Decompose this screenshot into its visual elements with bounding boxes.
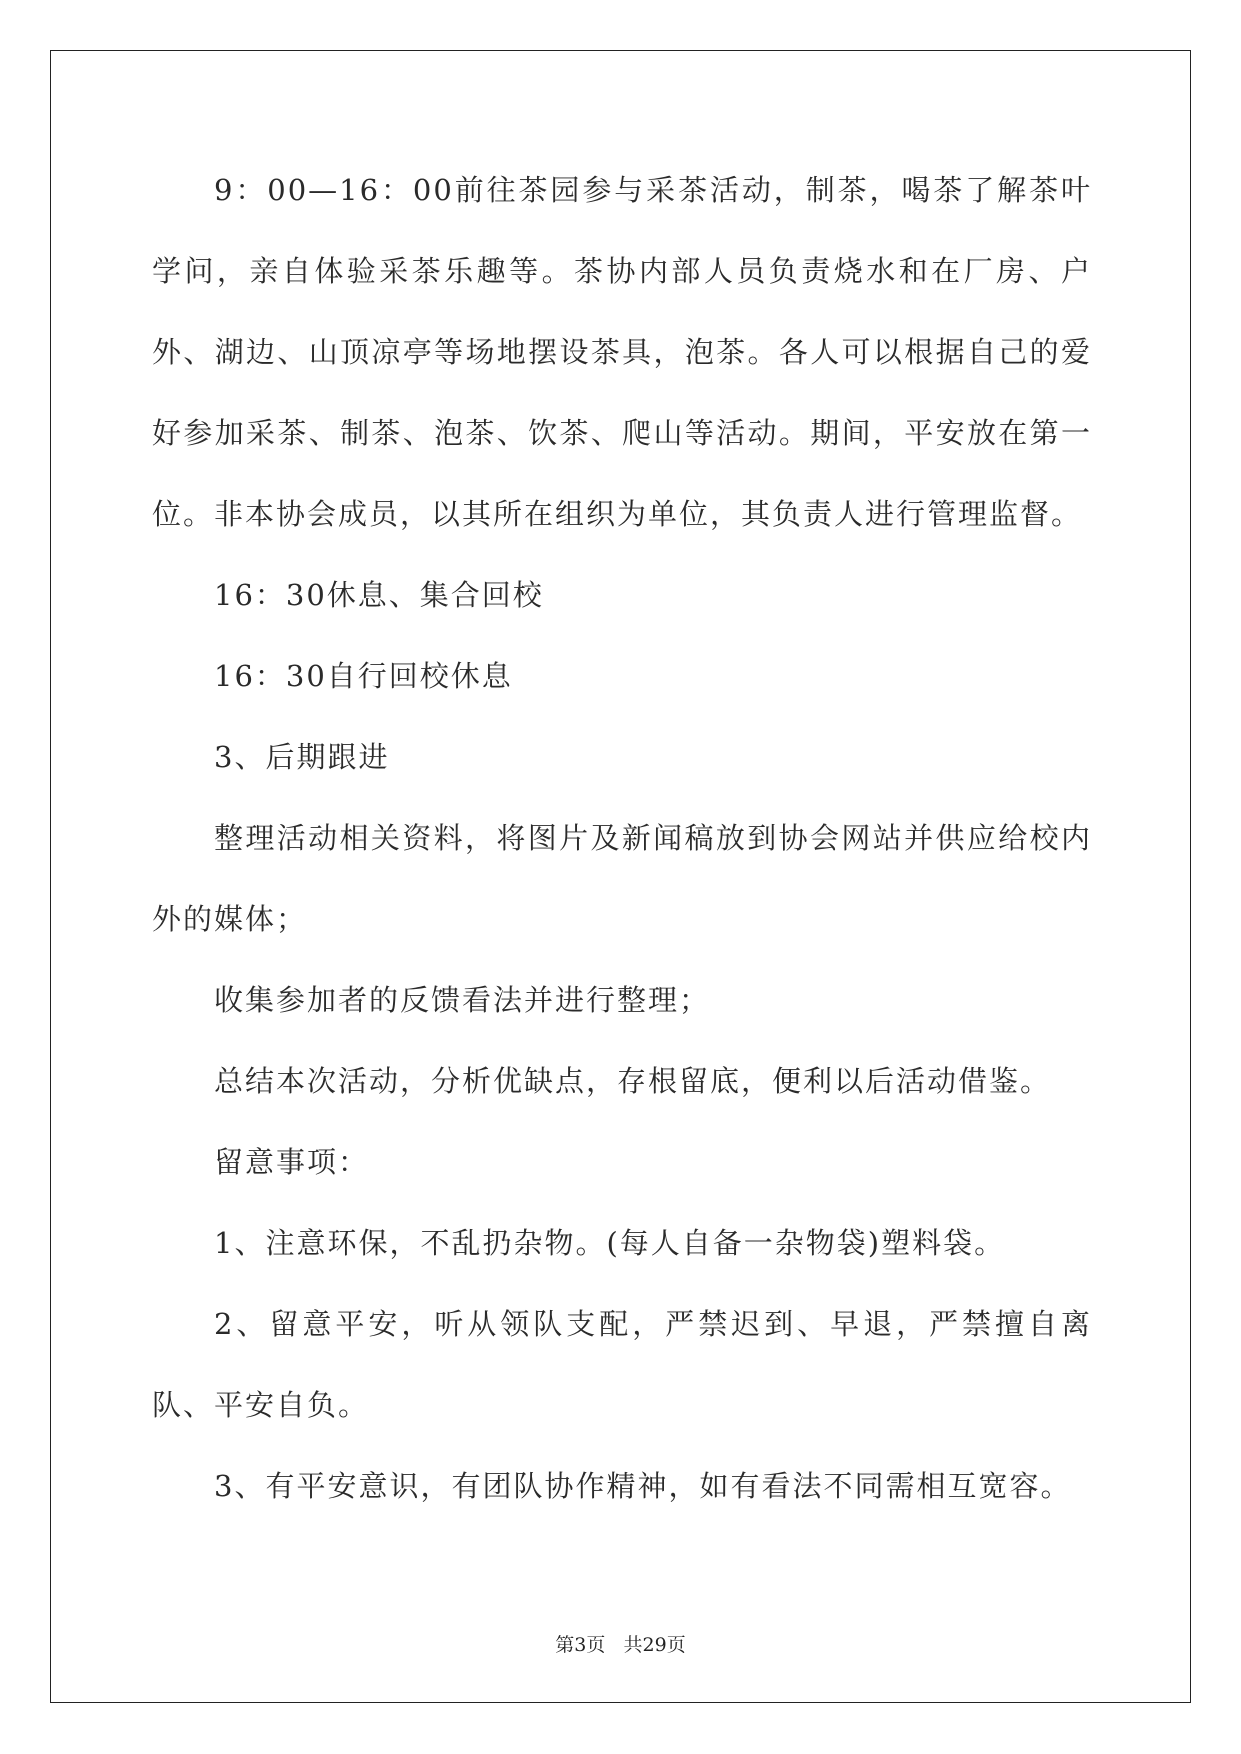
note-item-2: 2、留意平安，听从领队支配，严禁迟到、早退，严禁擅自离队、平安自负。 [152, 1307, 1092, 1422]
section-heading-notes: 留意事项： [214, 1145, 370, 1179]
page-number: 第3页 [555, 1634, 606, 1656]
paragraph-collect-feedback: 收集参加者的反馈看法并进行整理； [214, 983, 711, 1017]
section-heading-follow-up: 3、后期跟进 [214, 740, 390, 774]
page-footer [0, 1630, 1241, 1657]
paragraph-rest-gather: 16：30休息、集合回校 [214, 578, 544, 612]
paragraph-return-school: 16：30自行回校休息 [214, 659, 513, 693]
paragraph-schedule-tea-activity: 9：00—16：00前往茶园参与采茶活动，制茶，喝茶了解茶叶学问，亲自体验采茶乐趣等。茶协内部人员负责烧水和在厂房、户外、湖边、山顶凉亭等场地摆设茶具，泡茶。各人可以根据自己的爱好参加采茶、制茶、泡茶、饮茶、爬山等活动。期间，平安放在第一位。非本协会成员，以其所在组织为单位，其负责人进行管理监督。 [152, 173, 1092, 531]
page-total: 共29页 [623, 1634, 686, 1656]
note-item-1: 1、注意环保，不乱扔杂物。(每人自备一杂物袋)塑料袋。 [214, 1226, 1006, 1260]
paragraph-organize-materials: 整理活动相关资料，将图片及新闻稿放到协会网站并供应给校内外的媒体； [152, 821, 1092, 936]
note-item-3: 3、有平安意识，有团队协作精神，如有看法不同需相互宽容。 [214, 1469, 1072, 1503]
paragraph-summarize: 总结本次活动，分析优缺点，存根留底，便利以后活动借鉴。 [214, 1064, 1052, 1098]
